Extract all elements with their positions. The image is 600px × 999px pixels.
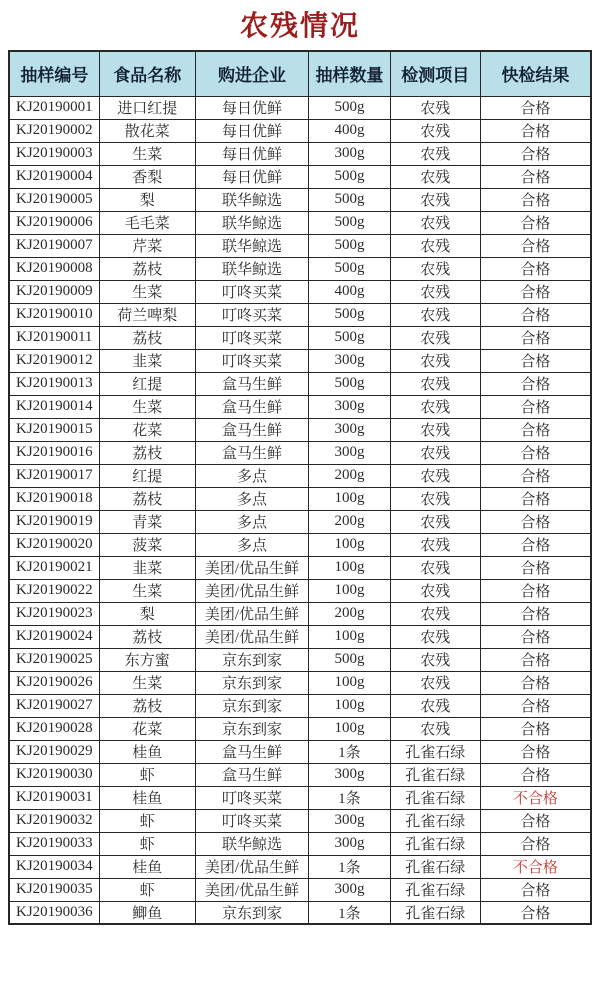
cell-result: 合格	[480, 832, 591, 855]
cell-supplier: 多点	[195, 464, 308, 487]
cell-sample_id: KJ20190002	[9, 119, 99, 142]
cell-sample_id: KJ20190035	[9, 878, 99, 901]
cell-quantity: 500g	[309, 234, 390, 257]
cell-food_name: 桂鱼	[99, 855, 195, 878]
cell-food_name: 虾	[99, 763, 195, 786]
cell-food_name: 桂鱼	[99, 786, 195, 809]
cell-result: 不合格	[480, 786, 591, 809]
cell-quantity: 500g	[309, 165, 390, 188]
cell-supplier: 盒马生鲜	[195, 372, 308, 395]
cell-supplier: 京东到家	[195, 717, 308, 740]
col-header-sample_id: 抽样编号	[9, 51, 99, 96]
cell-test_item: 农残	[390, 280, 480, 303]
table-row	[9, 901, 591, 924]
table-row	[9, 418, 591, 441]
cell-supplier: 联华鲸选	[195, 234, 308, 257]
cell-food_name: 荔枝	[99, 487, 195, 510]
cell-quantity: 100g	[309, 717, 390, 740]
cell-sample_id: KJ20190006	[9, 211, 99, 234]
cell-result: 合格	[480, 464, 591, 487]
cell-food_name: 荔枝	[99, 694, 195, 717]
cell-quantity: 500g	[309, 211, 390, 234]
table-row	[9, 602, 591, 625]
table-row	[9, 786, 591, 809]
cell-supplier: 美团/优品生鲜	[195, 556, 308, 579]
cell-food_name: 生菜	[99, 671, 195, 694]
cell-quantity: 300g	[309, 809, 390, 832]
cell-sample_id: KJ20190014	[9, 395, 99, 418]
cell-result: 合格	[480, 326, 591, 349]
cell-quantity: 300g	[309, 878, 390, 901]
col-header-quantity: 抽样数量	[309, 51, 390, 96]
cell-sample_id: KJ20190011	[9, 326, 99, 349]
cell-food_name: 虾	[99, 809, 195, 832]
table-row	[9, 257, 591, 280]
cell-supplier: 联华鲸选	[195, 832, 308, 855]
cell-quantity: 300g	[309, 763, 390, 786]
cell-result: 不合格	[480, 855, 591, 878]
cell-food_name: 荔枝	[99, 326, 195, 349]
cell-result: 合格	[480, 809, 591, 832]
cell-sample_id: KJ20190034	[9, 855, 99, 878]
cell-test_item: 农残	[390, 395, 480, 418]
cell-food_name: 虾	[99, 832, 195, 855]
cell-sample_id: KJ20190003	[9, 142, 99, 165]
cell-supplier: 美团/优品生鲜	[195, 579, 308, 602]
cell-supplier: 叮咚买菜	[195, 349, 308, 372]
cell-food_name: 生菜	[99, 280, 195, 303]
cell-test_item: 农残	[390, 234, 480, 257]
cell-quantity: 300g	[309, 349, 390, 372]
results-table	[8, 50, 592, 925]
cell-food_name: 荔枝	[99, 441, 195, 464]
cell-supplier: 联华鲸选	[195, 257, 308, 280]
table-row	[9, 326, 591, 349]
col-header-food_name: 食品名称	[99, 51, 195, 96]
cell-sample_id: KJ20190019	[9, 510, 99, 533]
cell-sample_id: KJ20190012	[9, 349, 99, 372]
cell-supplier: 盒马生鲜	[195, 418, 308, 441]
table-row	[9, 372, 591, 395]
table-row	[9, 694, 591, 717]
cell-quantity: 400g	[309, 280, 390, 303]
table-row	[9, 832, 591, 855]
cell-sample_id: KJ20190017	[9, 464, 99, 487]
cell-sample_id: KJ20190020	[9, 533, 99, 556]
cell-supplier: 每日优鲜	[195, 142, 308, 165]
cell-quantity: 100g	[309, 671, 390, 694]
table-row	[9, 142, 591, 165]
cell-sample_id: KJ20190001	[9, 96, 99, 119]
cell-food_name: 生菜	[99, 142, 195, 165]
cell-quantity: 500g	[309, 303, 390, 326]
cell-supplier: 叮咚买菜	[195, 280, 308, 303]
cell-supplier: 京东到家	[195, 901, 308, 924]
cell-food_name: 青菜	[99, 510, 195, 533]
cell-test_item: 孔雀石绿	[390, 763, 480, 786]
cell-sample_id: KJ20190004	[9, 165, 99, 188]
cell-supplier: 美团/优品生鲜	[195, 878, 308, 901]
cell-supplier: 美团/优品生鲜	[195, 625, 308, 648]
col-header-supplier: 购进企业	[195, 51, 308, 96]
cell-supplier: 联华鲸选	[195, 211, 308, 234]
table-row	[9, 556, 591, 579]
cell-sample_id: KJ20190016	[9, 441, 99, 464]
cell-test_item: 农残	[390, 119, 480, 142]
cell-sample_id: KJ20190030	[9, 763, 99, 786]
cell-test_item: 农残	[390, 533, 480, 556]
cell-test_item: 农残	[390, 165, 480, 188]
cell-test_item: 农残	[390, 694, 480, 717]
cell-supplier: 盒马生鲜	[195, 763, 308, 786]
cell-supplier: 盒马生鲜	[195, 740, 308, 763]
cell-quantity: 200g	[309, 510, 390, 533]
cell-test_item: 农残	[390, 326, 480, 349]
cell-result: 合格	[480, 740, 591, 763]
cell-test_item: 农残	[390, 188, 480, 211]
cell-quantity: 300g	[309, 395, 390, 418]
cell-result: 合格	[480, 234, 591, 257]
table-row	[9, 441, 591, 464]
cell-quantity: 500g	[309, 326, 390, 349]
cell-sample_id: KJ20190005	[9, 188, 99, 211]
cell-supplier: 叮咚买菜	[195, 326, 308, 349]
cell-result: 合格	[480, 303, 591, 326]
cell-supplier: 多点	[195, 487, 308, 510]
cell-quantity: 100g	[309, 694, 390, 717]
table-row	[9, 717, 591, 740]
cell-quantity: 100g	[309, 625, 390, 648]
table-row	[9, 165, 591, 188]
cell-test_item: 农残	[390, 96, 480, 119]
cell-result: 合格	[480, 487, 591, 510]
cell-quantity: 500g	[309, 257, 390, 280]
cell-supplier: 每日优鲜	[195, 119, 308, 142]
table-row	[9, 96, 591, 119]
cell-quantity: 100g	[309, 556, 390, 579]
cell-result: 合格	[480, 694, 591, 717]
table-row	[9, 211, 591, 234]
cell-test_item: 孔雀石绿	[390, 855, 480, 878]
cell-test_item: 孔雀石绿	[390, 809, 480, 832]
table-row	[9, 303, 591, 326]
cell-quantity: 300g	[309, 418, 390, 441]
cell-result: 合格	[480, 441, 591, 464]
cell-test_item: 农残	[390, 510, 480, 533]
cell-test_item: 农残	[390, 142, 480, 165]
page-title: 农残情况	[239, 11, 360, 42]
cell-supplier: 京东到家	[195, 648, 308, 671]
cell-result: 合格	[480, 211, 591, 234]
cell-sample_id: KJ20190018	[9, 487, 99, 510]
cell-supplier: 联华鲸选	[195, 188, 308, 211]
cell-result: 合格	[480, 165, 591, 188]
cell-sample_id: KJ20190007	[9, 234, 99, 257]
cell-food_name: 荷兰啤梨	[99, 303, 195, 326]
cell-result: 合格	[480, 257, 591, 280]
cell-test_item: 孔雀石绿	[390, 901, 480, 924]
cell-food_name: 毛毛菜	[99, 211, 195, 234]
col-header-result: 快检结果	[480, 51, 591, 96]
cell-quantity: 1条	[309, 740, 390, 763]
cell-result: 合格	[480, 717, 591, 740]
cell-test_item: 孔雀石绿	[390, 740, 480, 763]
cell-quantity: 1条	[309, 855, 390, 878]
cell-quantity: 200g	[309, 602, 390, 625]
cell-result: 合格	[480, 671, 591, 694]
cell-result: 合格	[480, 878, 591, 901]
cell-test_item: 农残	[390, 648, 480, 671]
cell-sample_id: KJ20190013	[9, 372, 99, 395]
table-row	[9, 855, 591, 878]
table-row	[9, 464, 591, 487]
cell-quantity: 1条	[309, 786, 390, 809]
cell-food_name: 进口红提	[99, 96, 195, 119]
cell-food_name: 生菜	[99, 395, 195, 418]
cell-quantity: 300g	[309, 441, 390, 464]
cell-result: 合格	[480, 142, 591, 165]
cell-food_name: 鲫鱼	[99, 901, 195, 924]
cell-supplier: 美团/优品生鲜	[195, 855, 308, 878]
table-row	[9, 809, 591, 832]
cell-quantity: 400g	[309, 119, 390, 142]
cell-sample_id: KJ20190027	[9, 694, 99, 717]
cell-test_item: 农残	[390, 349, 480, 372]
cell-quantity: 500g	[309, 96, 390, 119]
cell-sample_id: KJ20190033	[9, 832, 99, 855]
cell-test_item: 农残	[390, 602, 480, 625]
cell-test_item: 农残	[390, 418, 480, 441]
cell-quantity: 300g	[309, 832, 390, 855]
cell-supplier: 每日优鲜	[195, 165, 308, 188]
cell-food_name: 红提	[99, 464, 195, 487]
cell-food_name: 荔枝	[99, 257, 195, 280]
cell-test_item: 农残	[390, 441, 480, 464]
cell-test_item: 农残	[390, 487, 480, 510]
cell-food_name: 虾	[99, 878, 195, 901]
cell-supplier: 京东到家	[195, 671, 308, 694]
cell-quantity: 500g	[309, 648, 390, 671]
cell-result: 合格	[480, 556, 591, 579]
cell-sample_id: KJ20190032	[9, 809, 99, 832]
cell-result: 合格	[480, 372, 591, 395]
cell-result: 合格	[480, 418, 591, 441]
table-row	[9, 878, 591, 901]
cell-food_name: 花菜	[99, 717, 195, 740]
cell-food_name: 散花菜	[99, 119, 195, 142]
cell-food_name: 菠菜	[99, 533, 195, 556]
cell-quantity: 1条	[309, 901, 390, 924]
cell-sample_id: KJ20190021	[9, 556, 99, 579]
table-row	[9, 763, 591, 786]
cell-result: 合格	[480, 602, 591, 625]
cell-sample_id: KJ20190010	[9, 303, 99, 326]
cell-test_item: 农残	[390, 211, 480, 234]
cell-supplier: 叮咚买菜	[195, 303, 308, 326]
cell-test_item: 农残	[390, 372, 480, 395]
cell-result: 合格	[480, 579, 591, 602]
table-body	[9, 96, 591, 924]
cell-food_name: 香梨	[99, 165, 195, 188]
cell-quantity: 500g	[309, 372, 390, 395]
table-row	[9, 625, 591, 648]
cell-supplier: 盒马生鲜	[195, 395, 308, 418]
cell-supplier: 每日优鲜	[195, 96, 308, 119]
table-row	[9, 280, 591, 303]
cell-test_item: 农残	[390, 257, 480, 280]
cell-sample_id: KJ20190028	[9, 717, 99, 740]
cell-sample_id: KJ20190024	[9, 625, 99, 648]
cell-test_item: 农残	[390, 625, 480, 648]
table-row	[9, 740, 591, 763]
cell-test_item: 农残	[390, 579, 480, 602]
table-row	[9, 671, 591, 694]
table-row	[9, 234, 591, 257]
cell-result: 合格	[480, 533, 591, 556]
cell-sample_id: KJ20190025	[9, 648, 99, 671]
cell-supplier: 叮咚买菜	[195, 809, 308, 832]
cell-food_name: 韭菜	[99, 349, 195, 372]
table-row	[9, 533, 591, 556]
cell-food_name: 东方蜜	[99, 648, 195, 671]
cell-sample_id: KJ20190031	[9, 786, 99, 809]
table-row	[9, 487, 591, 510]
cell-test_item: 孔雀石绿	[390, 832, 480, 855]
cell-sample_id: KJ20190015	[9, 418, 99, 441]
table-header-row	[9, 51, 591, 96]
cell-sample_id: KJ20190023	[9, 602, 99, 625]
cell-food_name: 梨	[99, 188, 195, 211]
cell-supplier: 叮咚买菜	[195, 786, 308, 809]
cell-result: 合格	[480, 648, 591, 671]
table-row	[9, 579, 591, 602]
cell-quantity: 500g	[309, 188, 390, 211]
cell-result: 合格	[480, 395, 591, 418]
cell-food_name: 生菜	[99, 579, 195, 602]
cell-test_item: 农残	[390, 303, 480, 326]
table-row	[9, 349, 591, 372]
cell-food_name: 花菜	[99, 418, 195, 441]
cell-result: 合格	[480, 901, 591, 924]
table-row	[9, 648, 591, 671]
cell-supplier: 多点	[195, 510, 308, 533]
table-row	[9, 395, 591, 418]
cell-food_name: 桂鱼	[99, 740, 195, 763]
cell-sample_id: KJ20190036	[9, 901, 99, 924]
table-row	[9, 188, 591, 211]
cell-result: 合格	[480, 763, 591, 786]
cell-test_item: 农残	[390, 671, 480, 694]
cell-test_item: 农残	[390, 717, 480, 740]
table-row	[9, 510, 591, 533]
cell-test_item: 孔雀石绿	[390, 786, 480, 809]
cell-result: 合格	[480, 96, 591, 119]
cell-sample_id: KJ20190008	[9, 257, 99, 280]
cell-sample_id: KJ20190009	[9, 280, 99, 303]
cell-result: 合格	[480, 510, 591, 533]
cell-quantity: 300g	[309, 142, 390, 165]
cell-food_name: 梨	[99, 602, 195, 625]
cell-food_name: 荔枝	[99, 625, 195, 648]
cell-quantity: 100g	[309, 579, 390, 602]
cell-sample_id: KJ20190022	[9, 579, 99, 602]
cell-quantity: 100g	[309, 487, 390, 510]
cell-result: 合格	[480, 188, 591, 211]
cell-supplier: 京东到家	[195, 694, 308, 717]
table-head	[9, 51, 591, 96]
cell-supplier: 美团/优品生鲜	[195, 602, 308, 625]
cell-test_item: 农残	[390, 556, 480, 579]
cell-result: 合格	[480, 625, 591, 648]
cell-sample_id: KJ20190026	[9, 671, 99, 694]
cell-supplier: 盒马生鲜	[195, 441, 308, 464]
cell-result: 合格	[480, 119, 591, 142]
cell-supplier: 多点	[195, 533, 308, 556]
cell-food_name: 韭菜	[99, 556, 195, 579]
cell-food_name: 芹菜	[99, 234, 195, 257]
col-header-test_item: 检测项目	[390, 51, 480, 96]
cell-test_item: 孔雀石绿	[390, 878, 480, 901]
cell-food_name: 红提	[99, 372, 195, 395]
cell-quantity: 200g	[309, 464, 390, 487]
cell-test_item: 农残	[390, 464, 480, 487]
cell-result: 合格	[480, 280, 591, 303]
cell-sample_id: KJ20190029	[9, 740, 99, 763]
cell-quantity: 100g	[309, 533, 390, 556]
table-row	[9, 119, 591, 142]
cell-result: 合格	[480, 349, 591, 372]
